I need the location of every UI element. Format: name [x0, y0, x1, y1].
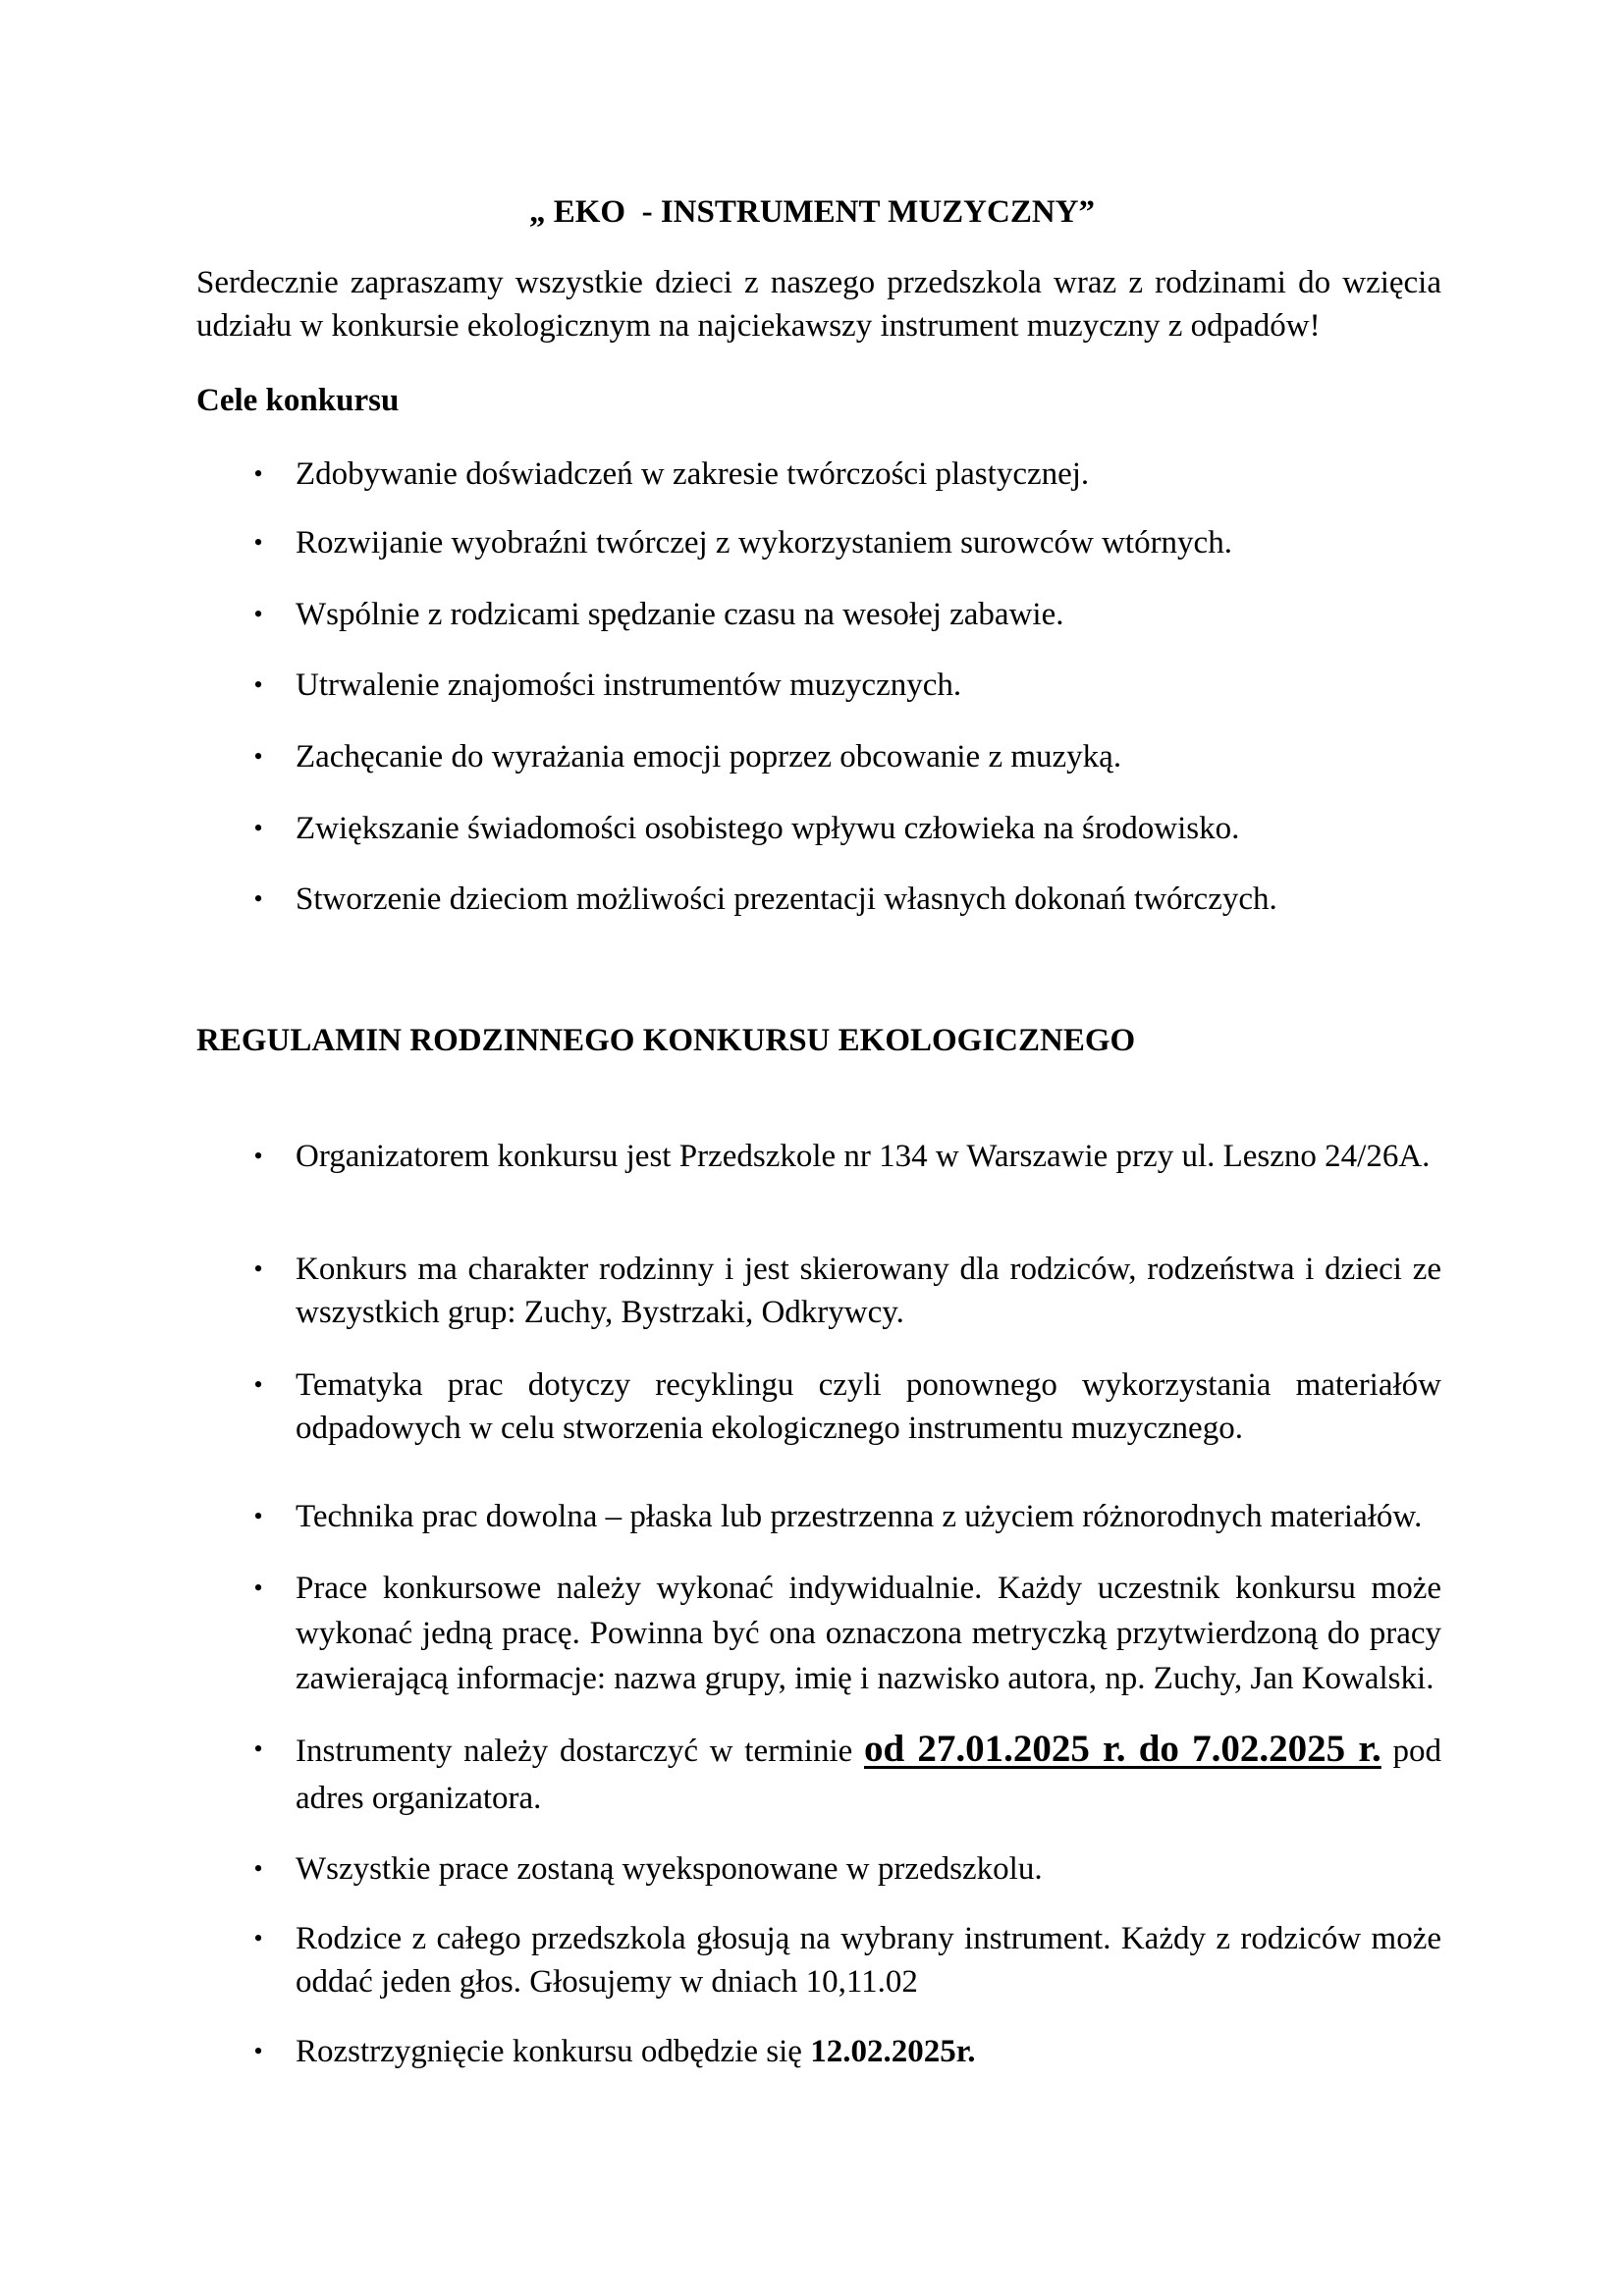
rule-item	[253, 1248, 1441, 1334]
bullet-icon: •	[253, 1502, 263, 1530]
bullet-icon: •	[253, 1142, 263, 1170]
resolution-date: 12.02.2025r.	[810, 2034, 976, 2069]
rule-text-before: Rozstrzygnięcie konkursu odbędzie się	[296, 2034, 811, 2069]
rules-heading: REGULAMIN RODZINNEGO KONKURSU EKOLOGICZNEGO	[196, 1023, 1136, 1058]
rule-item	[253, 1363, 1441, 1450]
bullet-icon: •	[253, 600, 263, 628]
goal-item	[253, 735, 1441, 778]
bullet-icon: •	[253, 742, 263, 771]
goal-item	[253, 664, 1441, 707]
bullet-icon: •	[253, 1574, 263, 1602]
rule-item	[253, 1847, 1441, 1891]
rule-item	[253, 1917, 1441, 2003]
rule-text-after: pod adres organizatora.	[296, 1734, 1442, 1816]
rule-text: Wszystkie prace zostaną wyeksponowane w przedszkolu.	[296, 1851, 1043, 1887]
goals-heading: Cele konkursu	[196, 383, 400, 418]
bullet-icon: •	[253, 884, 263, 913]
rule-text-before: Instrumenty należy dostarczyć w terminie	[296, 1734, 864, 1769]
rule-item	[253, 1495, 1441, 1538]
bullet-icon: •	[253, 2037, 263, 2065]
goal-item	[253, 593, 1441, 636]
bullet-icon: •	[253, 1255, 263, 1283]
rule-text: Technika prac dowolna – płaska lub przestrzenna z użyciem różnorodnych materiałów.	[296, 1499, 1423, 1534]
bullet-icon: •	[253, 528, 263, 557]
goal-text: Stworzenie dzieciom możliwości prezentacji własnych dokonań twórczych.	[296, 881, 1277, 917]
rule-item	[253, 1135, 1441, 1178]
goal-item	[253, 521, 1441, 564]
goal-text: Zachęcanie do wyrażania emocji poprzez obcowanie z muzyką.	[296, 739, 1122, 774]
bullet-icon: •	[253, 1924, 263, 1952]
bullet-icon: •	[253, 814, 263, 842]
goal-item	[253, 453, 1441, 496]
rule-item	[253, 1726, 1442, 1822]
rule-item	[253, 2030, 1441, 2073]
goal-item	[253, 807, 1441, 850]
bullet-icon: •	[253, 1854, 263, 1883]
document-title: „ EKO - INSTRUMENT MUZYCZNY”	[528, 194, 1096, 230]
goal-item	[253, 878, 1441, 921]
goal-text: Rozwijanie wyobraźni twórczej z wykorzystaniem surowców wtórnych.	[296, 525, 1232, 561]
bullet-icon: •	[253, 459, 263, 488]
rule-text: Organizatorem konkursu jest Przedszkole nr 134 w Warszawie przy ul. Leszno 24/26A.	[296, 1139, 1431, 1174]
rule-text: Tematyka prac dotyczy recyklingu czyli ponownego wykorzystania materiałów odpadowych w celu stworzenia ekologicznego instrumentu muzycznego.	[296, 1367, 1441, 1446]
rule-text: Prace konkursowe należy wykonać indywidualnie. Każdy uczestnik konkursu może wykonać jedną pracę. Powinna być ona oznaczona metryczką przytwierdzoną do pracy zawierającą informacje: nazwa grupy, imię i nazwisko autora, np. Zuchy, Jan Kowalski.	[296, 1571, 1441, 1696]
goal-text: Zwiększanie świadomości osobistego wpływu człowieka na środowisko.	[296, 811, 1240, 846]
goal-text: Utrwalenie znajomości instrumentów muzycznych.	[296, 667, 962, 703]
bullet-icon: •	[253, 1370, 263, 1399]
rule-item	[253, 1566, 1441, 1701]
rule-text: Konkurs ma charakter rodzinny i jest skierowany dla rodziców, rodzeństwa i dzieci ze wszystkich grup: Zuchy, Bystrzaki, Odkrywcy.	[296, 1252, 1441, 1330]
bullet-icon: •	[253, 670, 263, 699]
goal-text: Wspólnie z rodzicami spędzanie czasu na wesołej zabawie.	[296, 597, 1064, 632]
intro-paragraph: Serdecznie zapraszamy wszystkie dzieci z naszego przedszkola wraz z rodzinami do wzięcia udziału w konkursie ekologicznym na najciekawszy instrument muzyczny z odpadów!	[196, 265, 1441, 344]
delivery-date-range: od 27.01.2025 r. do 7.02.2025 r.	[863, 1728, 1381, 1770]
bullet-icon: •	[253, 1735, 263, 1763]
goal-text: Zdobywanie doświadczeń w zakresie twórczości plastycznej.	[296, 456, 1090, 492]
rule-text: Rodzice z całego przedszkola głosują na wybrany instrument. Każdy z rodziców może oddać jeden głos. Głosujemy w dniach 10,11.02	[296, 1921, 1441, 2000]
